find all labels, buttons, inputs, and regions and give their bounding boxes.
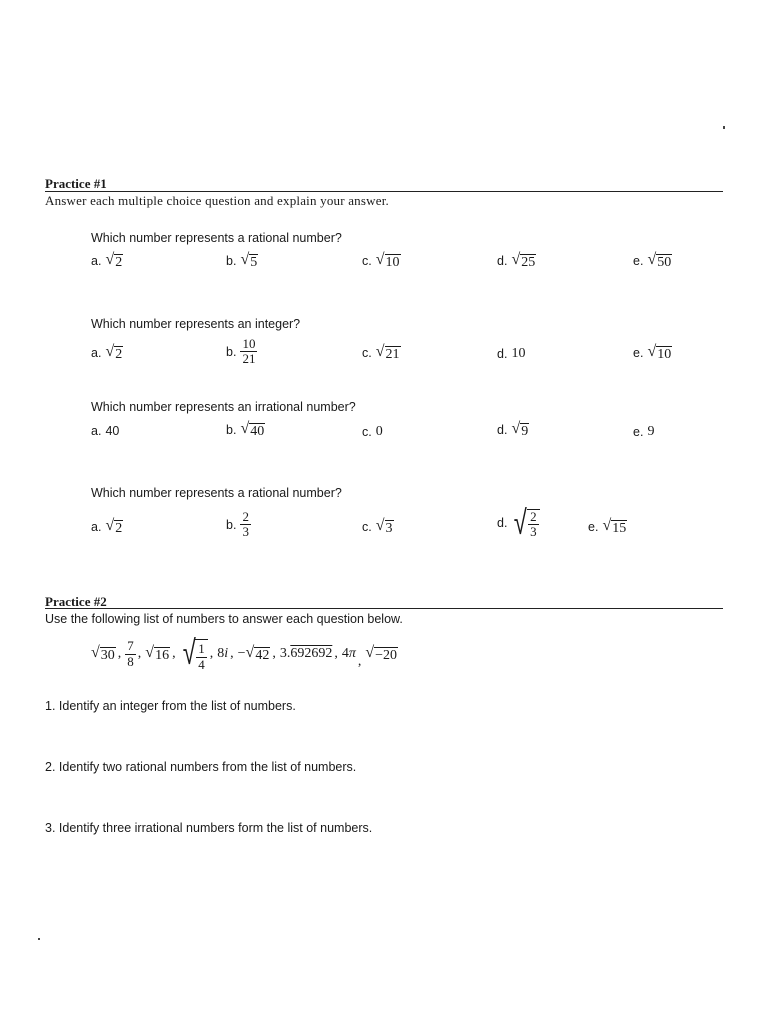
sqrt-expression: √ 21 (375, 343, 400, 362)
number-list (91, 632, 398, 676)
choice[interactable] (362, 424, 383, 440)
list-separator: , (357, 654, 362, 669)
sqrt-expression: √ 15 (602, 517, 627, 536)
sqrt-fraction-expression: √ $\frac{2}{3}$ (511, 506, 539, 540)
heading-rule (45, 191, 723, 192)
list-separator: , (172, 646, 176, 661)
choice-label: e. (633, 425, 644, 439)
sqrt-expression: √ 2 (105, 517, 123, 536)
practice-2-heading: Practice #2 (45, 594, 107, 609)
choice[interactable] (91, 424, 119, 438)
sqrt-expression: √ 40 (240, 420, 265, 439)
negative-sqrt-expression: − √ 42 (237, 643, 270, 663)
number-value: 40 (105, 424, 120, 438)
choice-label: a. (91, 254, 102, 269)
choice-label: a. (91, 346, 102, 361)
sqrt-expression: √ 16 (145, 643, 170, 663)
choice[interactable] (362, 344, 401, 362)
practice-2-instructions: Use the following list of numbers to answer each question below. (45, 612, 403, 626)
sqrt-expression: √ 2 (105, 343, 123, 362)
choice[interactable] (633, 252, 672, 270)
sqrt-expression: √ 3 (375, 517, 393, 536)
choice[interactable] (362, 252, 401, 270)
choice-label: c. (362, 425, 372, 439)
choice[interactable] (91, 344, 123, 362)
pi-expression: 4 π (341, 646, 356, 661)
choice[interactable] (226, 421, 265, 439)
choice[interactable] (588, 518, 627, 536)
choice-label: e. (588, 520, 599, 535)
practice-1-instructions: Answer each multiple choice question and explain your answer. (45, 193, 389, 208)
choice-label: d. (497, 254, 508, 269)
choice-label: c. (362, 346, 372, 361)
list-separator: , (230, 646, 234, 661)
list-separator: , (272, 646, 276, 661)
choice-label: a. (91, 520, 102, 535)
sqrt-expression: √ −20 (365, 643, 398, 663)
list-separator: , (117, 646, 122, 661)
sqrt-expression: √ 50 (647, 251, 672, 270)
choice-label: b. (226, 344, 237, 359)
sqrt-expression: √ 10 (375, 251, 400, 270)
sqrt-fraction-expression: √ $\frac{1}{4}$ (180, 636, 208, 672)
question-prompt: Which number represents a rational number? (91, 231, 342, 245)
choice-label: b. (226, 517, 237, 532)
sqrt-expression: √ 5 (240, 251, 258, 270)
choice[interactable] (633, 344, 672, 362)
question-prompt: Which number represents an integer? (91, 317, 301, 331)
sqrt-expression: √ 2 (105, 251, 123, 270)
choice[interactable] (633, 424, 654, 440)
list-separator: , (334, 646, 338, 661)
fraction: $\frac{10}{21}$ (242, 336, 256, 367)
imaginary-number: 8 i (217, 646, 229, 661)
choice-label: d. (497, 423, 508, 438)
choice[interactable] (91, 252, 123, 270)
sqrt-expression: √ 25 (511, 251, 536, 270)
practice-1-heading: Practice #1 (45, 176, 107, 191)
choice[interactable] (497, 252, 536, 270)
choice[interactable] (226, 337, 257, 367)
choice[interactable] (226, 510, 251, 540)
sqrt-expression: √ 9 (511, 420, 529, 439)
fraction: $\frac{2}{3}$ (242, 509, 249, 540)
number-value: 9 (647, 424, 655, 439)
choice[interactable] (91, 518, 123, 536)
choice-label: e. (633, 254, 644, 269)
scan-mark (38, 938, 40, 940)
number-value: 10 (511, 346, 526, 361)
question-prompt: Which number represents a rational number? (91, 486, 342, 500)
choice[interactable] (497, 346, 525, 362)
choice-label: c. (362, 254, 372, 269)
practice-2-question: 3. Identify three irrational numbers form the list of numbers. (45, 821, 373, 835)
choice[interactable] (226, 252, 258, 270)
list-separator: , (137, 646, 142, 661)
choice[interactable] (362, 518, 394, 536)
fraction: $\frac{7}{8}$ (127, 638, 134, 669)
choice-label: d. (497, 347, 508, 361)
practice-2-question: 1. Identify an integer from the list of numbers. (45, 699, 296, 713)
scan-mark (723, 126, 725, 129)
choice[interactable] (497, 506, 540, 540)
repeating-decimal: 3. 692692 (279, 646, 333, 661)
question-prompt: Which number represents an irrational number? (91, 400, 356, 414)
number-value: 0 (375, 424, 383, 439)
heading-rule (45, 608, 723, 609)
list-separator: , (209, 646, 214, 661)
choice-label: b. (226, 423, 237, 438)
choice[interactable] (497, 421, 529, 439)
choice-label: b. (226, 254, 237, 269)
choice-label: c. (362, 520, 372, 535)
practice-2-question: 2. Identify two rational numbers from the list of numbers. (45, 760, 357, 774)
choice-label: e. (633, 346, 644, 361)
sqrt-expression: √ 30 (91, 643, 115, 663)
choice-label: d. (497, 516, 508, 530)
sqrt-expression: √ 10 (647, 343, 672, 362)
choice-label: a. (91, 424, 102, 438)
